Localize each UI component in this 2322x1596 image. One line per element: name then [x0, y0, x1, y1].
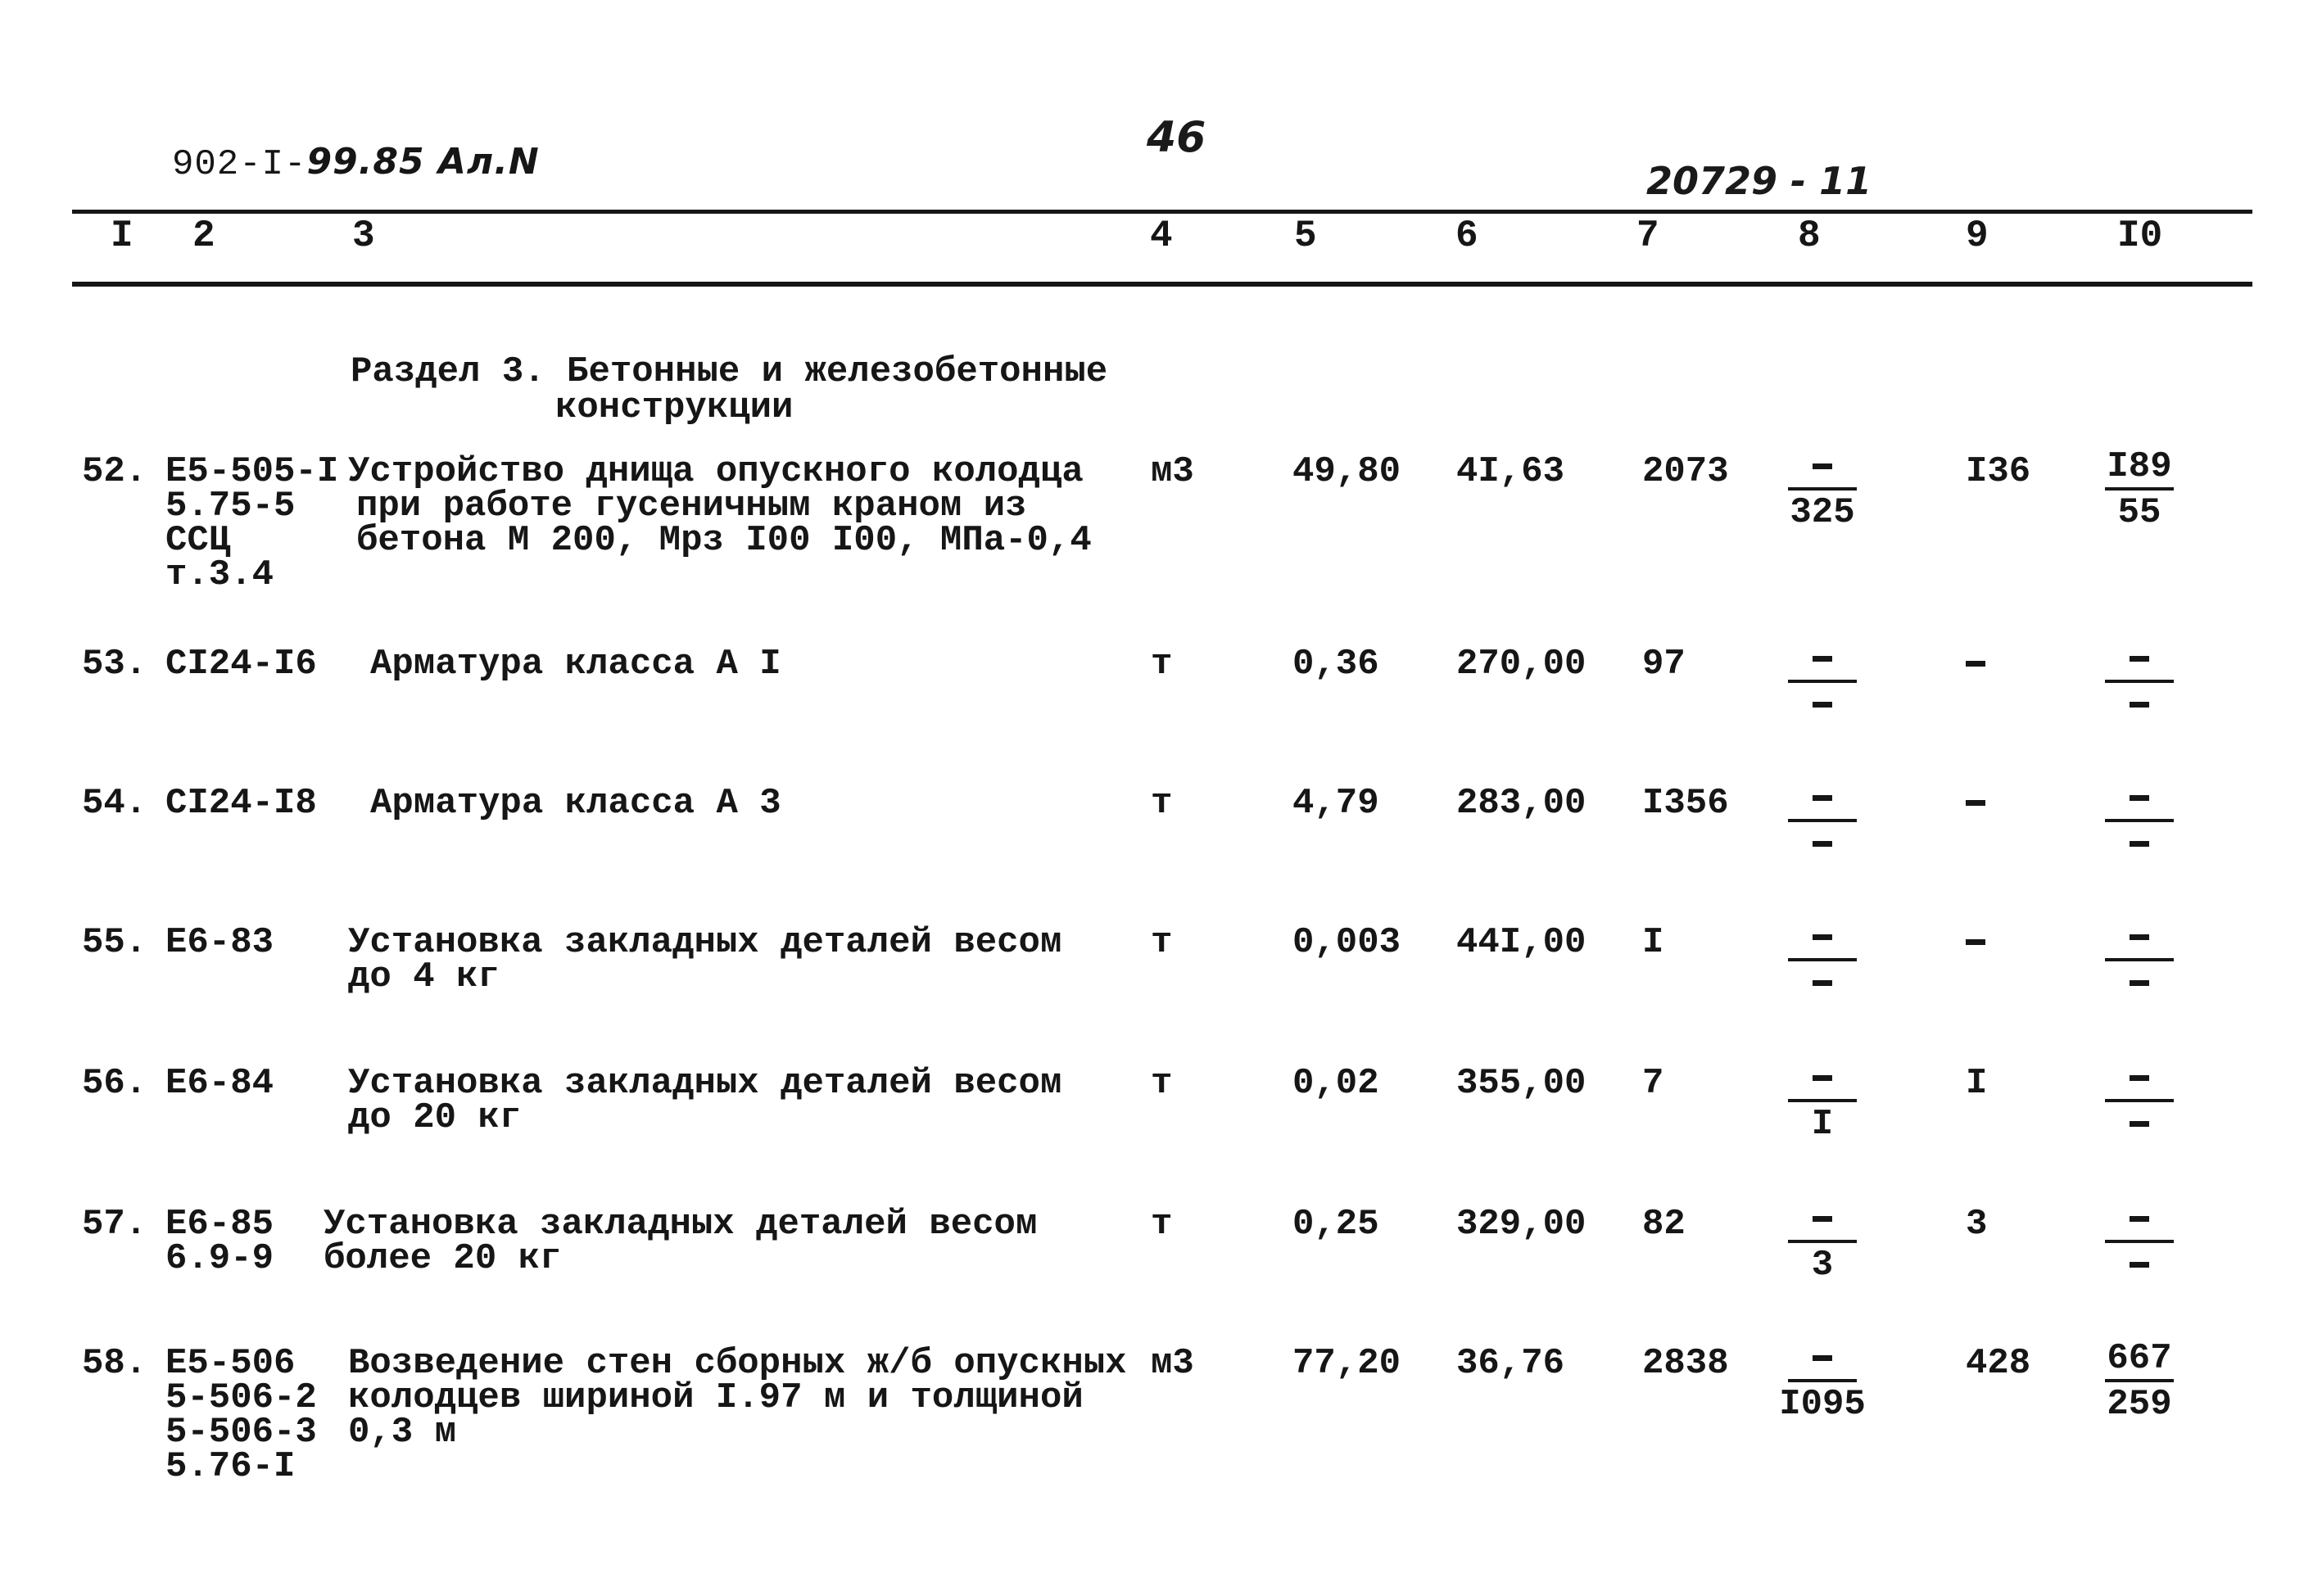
- quantity: 77,20: [1292, 1343, 1401, 1384]
- sheet-code: 20729 - 11: [1646, 159, 1872, 203]
- column-10-fraction: [2090, 448, 2188, 531]
- column-10-fraction: [2090, 919, 2188, 1002]
- fraction-denominator: [1773, 686, 1872, 724]
- quantity: 0,02: [1292, 1063, 1379, 1104]
- quantity: 0,25: [1292, 1204, 1379, 1245]
- unit-price: 44I,00: [1456, 922, 1586, 963]
- column-header-7: 7: [1636, 215, 1659, 257]
- fraction-numerator: [1773, 640, 1872, 678]
- fraction-bar: [2105, 487, 2174, 491]
- row-number: 56.: [82, 1063, 147, 1104]
- dash-mark: [1813, 980, 1832, 986]
- dash-mark: [1813, 463, 1832, 469]
- dash-mark: [2130, 934, 2149, 940]
- fraction-numerator: [2090, 640, 2188, 678]
- dash-mark: [1966, 800, 1985, 806]
- fraction-denominator: [1773, 825, 1872, 863]
- dash-mark: [2130, 1262, 2149, 1268]
- norm-code: 5.76-I: [165, 1446, 296, 1487]
- column-header-10: I0: [2117, 215, 2163, 257]
- unit: т: [1151, 922, 1173, 963]
- dash-mark: [2130, 795, 2149, 801]
- unit: м3: [1151, 1343, 1194, 1384]
- page-number: 46: [1147, 113, 1206, 162]
- norm-code: 5-506-3: [165, 1412, 317, 1453]
- column-9-value: [1966, 925, 1985, 960]
- norm-code: т.3.4: [165, 554, 274, 595]
- total-cost: 2838: [1642, 1343, 1729, 1384]
- header-top-rule: [72, 210, 2252, 214]
- unit: т: [1151, 783, 1173, 824]
- column-9-value: [1966, 647, 1985, 681]
- column-10-fraction: [2090, 780, 2188, 863]
- quantity: 4,79: [1292, 783, 1379, 824]
- column-10-fraction: [2090, 1200, 2188, 1284]
- norm-code: Е6-84: [165, 1063, 274, 1104]
- fraction-bar: [2105, 680, 2174, 683]
- fraction-denominator: 325: [1790, 492, 1855, 533]
- work-description: Арматура класса А I: [370, 644, 781, 685]
- dash-mark: [1813, 795, 1832, 801]
- fraction-bar: [1788, 680, 1857, 683]
- fraction-bar: [2105, 958, 2174, 961]
- fraction-bar: [1788, 819, 1857, 822]
- fraction-bar: [1788, 487, 1857, 491]
- work-description: при работе гусеничным краном из: [356, 486, 1027, 527]
- dash-mark: [1966, 939, 1985, 945]
- work-description: до 4 кг: [348, 956, 500, 997]
- fraction-numerator: [2090, 919, 2188, 956]
- work-description: колодцев шириной I.97 м и толщиной: [348, 1377, 1084, 1418]
- norm-code: ССЦ: [165, 520, 231, 561]
- fraction-bar: [2105, 819, 2174, 822]
- unit: т: [1151, 1204, 1173, 1245]
- column-8-fraction: [1773, 919, 1872, 1002]
- fraction-numerator: [1773, 1200, 1872, 1238]
- work-description: Установка закладных деталей весом: [324, 1204, 1038, 1245]
- fraction-numerator: [1773, 919, 1872, 956]
- dash-mark: [1813, 702, 1832, 708]
- work-description: бетона М 200, Мрз I00 I00, МПа-0,4: [356, 520, 1092, 561]
- norm-code: Е6-85: [165, 1204, 274, 1245]
- fraction-denominator: [2090, 825, 2188, 863]
- document-code-prefix: 902-I-: [172, 144, 307, 185]
- dash-mark: [2130, 841, 2149, 847]
- header-bottom-rule: [72, 282, 2252, 287]
- fraction-numerator: [2090, 1060, 2188, 1097]
- column-header-2: 2: [192, 215, 215, 257]
- norm-code: Е5-505-I: [165, 451, 339, 492]
- fraction-bar: [1788, 1379, 1857, 1382]
- section-title-line-2: конструкции: [555, 387, 794, 428]
- fraction-denominator: [2090, 686, 2188, 724]
- fraction-denominator: [2090, 1105, 2188, 1143]
- dash-mark: [2130, 656, 2149, 662]
- total-cost: 82: [1642, 1204, 1686, 1245]
- row-number: 58.: [82, 1343, 147, 1384]
- quantity: 0,003: [1292, 922, 1401, 963]
- dash-mark: [2130, 980, 2149, 986]
- fraction-numerator: I89: [2107, 446, 2172, 487]
- fraction-denominator: 55: [2117, 492, 2161, 533]
- column-header-8: 8: [1798, 215, 1821, 257]
- dash-mark: [2130, 1121, 2149, 1127]
- row-number: 55.: [82, 922, 147, 963]
- column-header-1: I: [111, 215, 134, 257]
- column-header-3: 3: [352, 215, 375, 257]
- dash-mark: [1813, 934, 1832, 940]
- unit-price: 283,00: [1456, 783, 1586, 824]
- dash-mark: [1813, 1075, 1832, 1081]
- column-8-fraction: [1773, 640, 1872, 724]
- document-code: [172, 141, 540, 185]
- fraction-denominator: [1773, 965, 1872, 1002]
- fraction-numerator: 667: [2107, 1338, 2172, 1379]
- unit-price: 4I,63: [1456, 451, 1565, 492]
- norm-code: 5.75-5: [165, 486, 296, 527]
- column-9-value: 428: [1966, 1343, 2031, 1384]
- dash-mark: [2130, 702, 2149, 708]
- dash-mark: [1966, 661, 1985, 667]
- column-9-value: 3: [1966, 1204, 1988, 1245]
- fraction-denominator: 259: [2107, 1384, 2172, 1425]
- unit: м3: [1151, 451, 1194, 492]
- fraction-numerator: [1773, 1340, 1872, 1377]
- column-8-fraction: [1773, 1060, 1872, 1143]
- fraction-bar: [2105, 1240, 2174, 1243]
- column-8-fraction: [1773, 1340, 1872, 1423]
- work-description: 0,3 м: [348, 1412, 457, 1453]
- row-number: 57.: [82, 1204, 147, 1245]
- fraction-denominator: I: [1811, 1104, 1834, 1145]
- total-cost: I356: [1642, 783, 1729, 824]
- column-10-fraction: [2090, 1060, 2188, 1143]
- fraction-denominator: I095: [1779, 1384, 1866, 1425]
- fraction-numerator: [1773, 780, 1872, 817]
- dash-mark: [2130, 1216, 2149, 1222]
- unit-price: 355,00: [1456, 1063, 1586, 1104]
- fraction-bar: [1788, 1099, 1857, 1102]
- unit-price: 270,00: [1456, 644, 1586, 685]
- work-description: Установка закладных деталей весом: [348, 922, 1062, 963]
- norm-code: СI24-I8: [165, 783, 317, 824]
- norm-code: 6.9-9: [165, 1238, 274, 1279]
- fraction-denominator: [2090, 1246, 2188, 1284]
- work-description: Арматура класса А 3: [370, 783, 781, 824]
- work-description: Возведение стен сборных ж/б опускных: [348, 1343, 1127, 1384]
- column-header-6: 6: [1455, 215, 1478, 257]
- norm-code: Е6-83: [165, 922, 274, 963]
- column-9-value: I36: [1966, 451, 2031, 492]
- fraction-bar: [2105, 1099, 2174, 1102]
- total-cost: 2073: [1642, 451, 1729, 492]
- section-title-line-1: Раздел 3. Бетонные и железобетонные: [351, 351, 1108, 392]
- row-number: 53.: [82, 644, 147, 685]
- work-description: более 20 кг: [324, 1238, 562, 1279]
- quantity: 49,80: [1292, 451, 1401, 492]
- dash-mark: [1813, 656, 1832, 662]
- unit: т: [1151, 1063, 1173, 1104]
- norm-code: 5-506-2: [165, 1377, 317, 1418]
- column-8-fraction: [1773, 780, 1872, 863]
- fraction-denominator: [2090, 965, 2188, 1002]
- column-header-9: 9: [1966, 215, 1989, 257]
- work-description: Устройство днища опускного колодца: [348, 451, 1084, 492]
- unit: т: [1151, 644, 1173, 685]
- column-header-5: 5: [1294, 215, 1317, 257]
- total-cost: I: [1642, 922, 1664, 963]
- fraction-numerator: [1773, 1060, 1872, 1097]
- quantity: 0,36: [1292, 644, 1379, 685]
- unit-price: 329,00: [1456, 1204, 1586, 1245]
- column-header-4: 4: [1150, 215, 1173, 257]
- fraction-numerator: [2090, 780, 2188, 817]
- row-number: 52.: [82, 451, 147, 492]
- dash-mark: [1813, 1355, 1832, 1361]
- dash-mark: [2130, 1075, 2149, 1081]
- fraction-denominator: 3: [1811, 1245, 1834, 1286]
- fraction-numerator: [2090, 1200, 2188, 1238]
- norm-code: Е5-506: [165, 1343, 296, 1384]
- work-description: Установка закладных деталей весом: [348, 1063, 1062, 1104]
- dash-mark: [1813, 841, 1832, 847]
- work-description: до 20 кг: [348, 1097, 522, 1138]
- fraction-bar: [1788, 1240, 1857, 1243]
- norm-code: СI24-I6: [165, 644, 317, 685]
- document-code-handwritten: 99.85 Ал.N: [306, 141, 540, 183]
- column-9-value: [1966, 786, 1985, 821]
- unit-price: 36,76: [1456, 1343, 1565, 1384]
- column-8-fraction: [1773, 1200, 1872, 1284]
- column-8-fraction: [1773, 448, 1872, 531]
- column-9-value: I: [1966, 1063, 1988, 1104]
- column-10-fraction: [2090, 1340, 2188, 1423]
- column-10-fraction: [2090, 640, 2188, 724]
- total-cost: 97: [1642, 644, 1686, 685]
- row-number: 54.: [82, 783, 147, 824]
- total-cost: 7: [1642, 1063, 1664, 1104]
- fraction-bar: [1788, 958, 1857, 961]
- fraction-bar: [2105, 1379, 2174, 1382]
- fraction-numerator: [1773, 448, 1872, 486]
- dash-mark: [1813, 1216, 1832, 1222]
